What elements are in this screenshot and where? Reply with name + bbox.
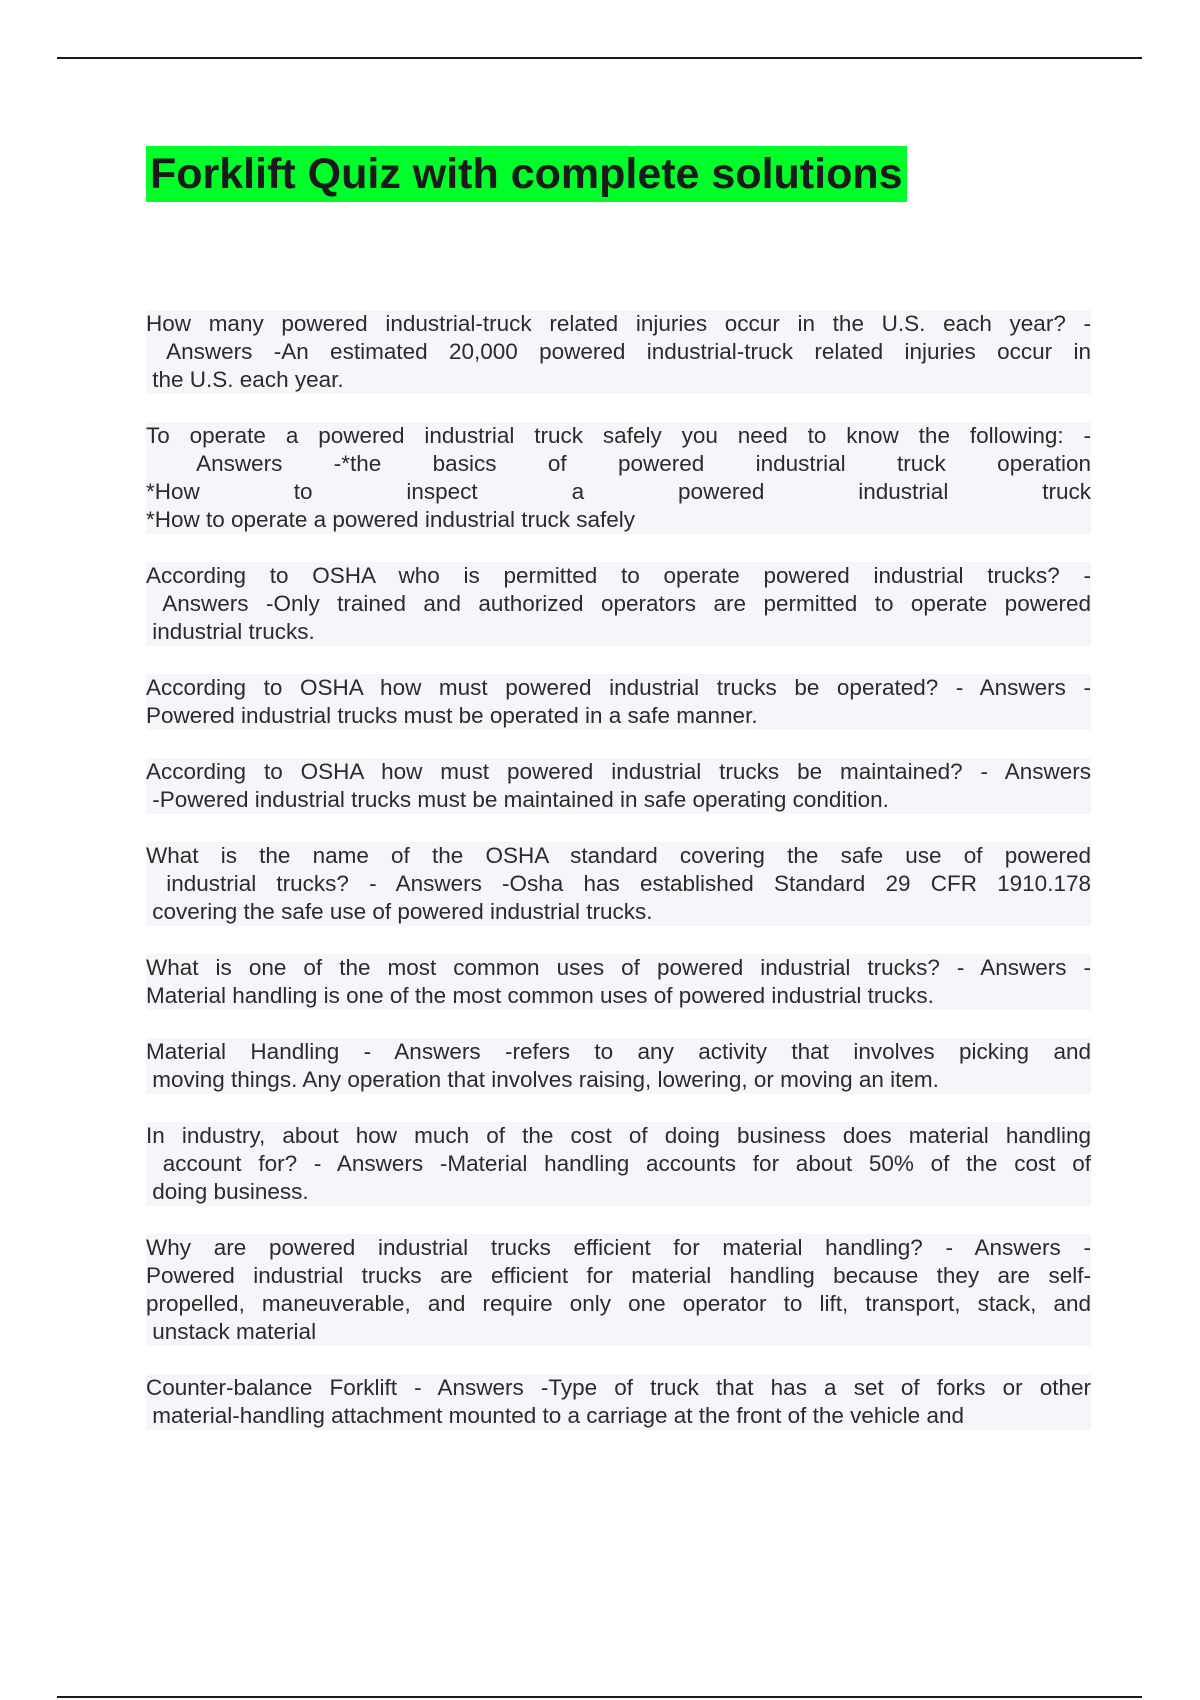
qa-line: *How to inspect a powered industrial truck — [146, 479, 1091, 504]
qa-line: unstack material — [146, 1318, 1091, 1346]
qa-line: material-handling attachment mounted to a carriage at the front of the vehicle and — [146, 1402, 1091, 1430]
qa-list — [146, 310, 1091, 1458]
qa-line: To operate a powered industrial truck safely you need to know the following: - — [146, 423, 1091, 448]
qa-line: account for? - Answers -Material handling accounts for about 50% of the cost of — [146, 1151, 1091, 1176]
qa-item — [146, 1038, 1091, 1094]
qa-line: Material handling is one of the most common uses of powered industrial trucks. — [146, 982, 1091, 1010]
qa-line: What is one of the most common uses of powered industrial trucks? - Answers - — [146, 955, 1091, 980]
qa-line: *How to operate a powered industrial truck safely — [146, 506, 1091, 534]
qa-line: Powered industrial trucks are efficient for material handling because they are self- — [146, 1263, 1091, 1288]
title-block — [146, 146, 907, 202]
qa-item — [146, 1374, 1091, 1430]
qa-line: the U.S. each year. — [146, 366, 1091, 394]
qa-line: Material Handling - Answers -refers to any activity that involves picking and — [146, 1039, 1091, 1064]
qa-item — [146, 674, 1091, 730]
qa-item — [146, 1122, 1091, 1206]
qa-line: propelled, maneuverable, and require only one operator to lift, transport, stack, and — [146, 1291, 1091, 1316]
qa-item — [146, 310, 1091, 394]
qa-line: Answers -*the basics of powered industrial truck operation — [146, 451, 1091, 476]
qa-line: According to OSHA how must powered industrial trucks be operated? - Answers - — [146, 675, 1091, 700]
qa-item — [146, 842, 1091, 926]
qa-line: industrial trucks? - Answers -Osha has established Standard 29 CFR 1910.178 — [146, 871, 1091, 896]
qa-line: Counter-balance Forklift - Answers -Type of truck that has a set of forks or other — [146, 1375, 1091, 1400]
qa-item — [146, 562, 1091, 646]
qa-item — [146, 758, 1091, 814]
top-rule — [57, 57, 1142, 59]
bottom-rule — [57, 1696, 1142, 1698]
qa-line: industrial trucks. — [146, 618, 1091, 646]
qa-line: covering the safe use of powered industrial trucks. — [146, 898, 1091, 926]
qa-item — [146, 1234, 1091, 1346]
qa-line: doing business. — [146, 1178, 1091, 1206]
qa-line: According to OSHA who is permitted to operate powered industrial trucks? - — [146, 563, 1091, 588]
qa-line: Why are powered industrial trucks efficient for material handling? - Answers - — [146, 1235, 1091, 1260]
qa-line: In industry, about how much of the cost of doing business does material handling — [146, 1123, 1091, 1148]
qa-line: Answers -Only trained and authorized operators are permitted to operate powered — [146, 591, 1091, 616]
qa-line: What is the name of the OSHA standard covering the safe use of powered — [146, 843, 1091, 868]
qa-item — [146, 954, 1091, 1010]
document-title: Forklift Quiz with complete solutions — [146, 146, 907, 202]
qa-line: How many powered industrial-truck related injuries occur in the U.S. each year? - — [146, 311, 1091, 336]
qa-line: -Powered industrial trucks must be maintained in safe operating condition. — [146, 786, 1091, 814]
qa-line: Powered industrial trucks must be operated in a safe manner. — [146, 702, 1091, 730]
qa-line: According to OSHA how must powered industrial trucks be maintained? - Answers — [146, 759, 1091, 784]
qa-item — [146, 422, 1091, 534]
qa-line: Answers -An estimated 20,000 powered industrial-truck related injuries occur in — [146, 339, 1091, 364]
qa-line: moving things. Any operation that involves raising, lowering, or moving an item. — [146, 1066, 1091, 1094]
